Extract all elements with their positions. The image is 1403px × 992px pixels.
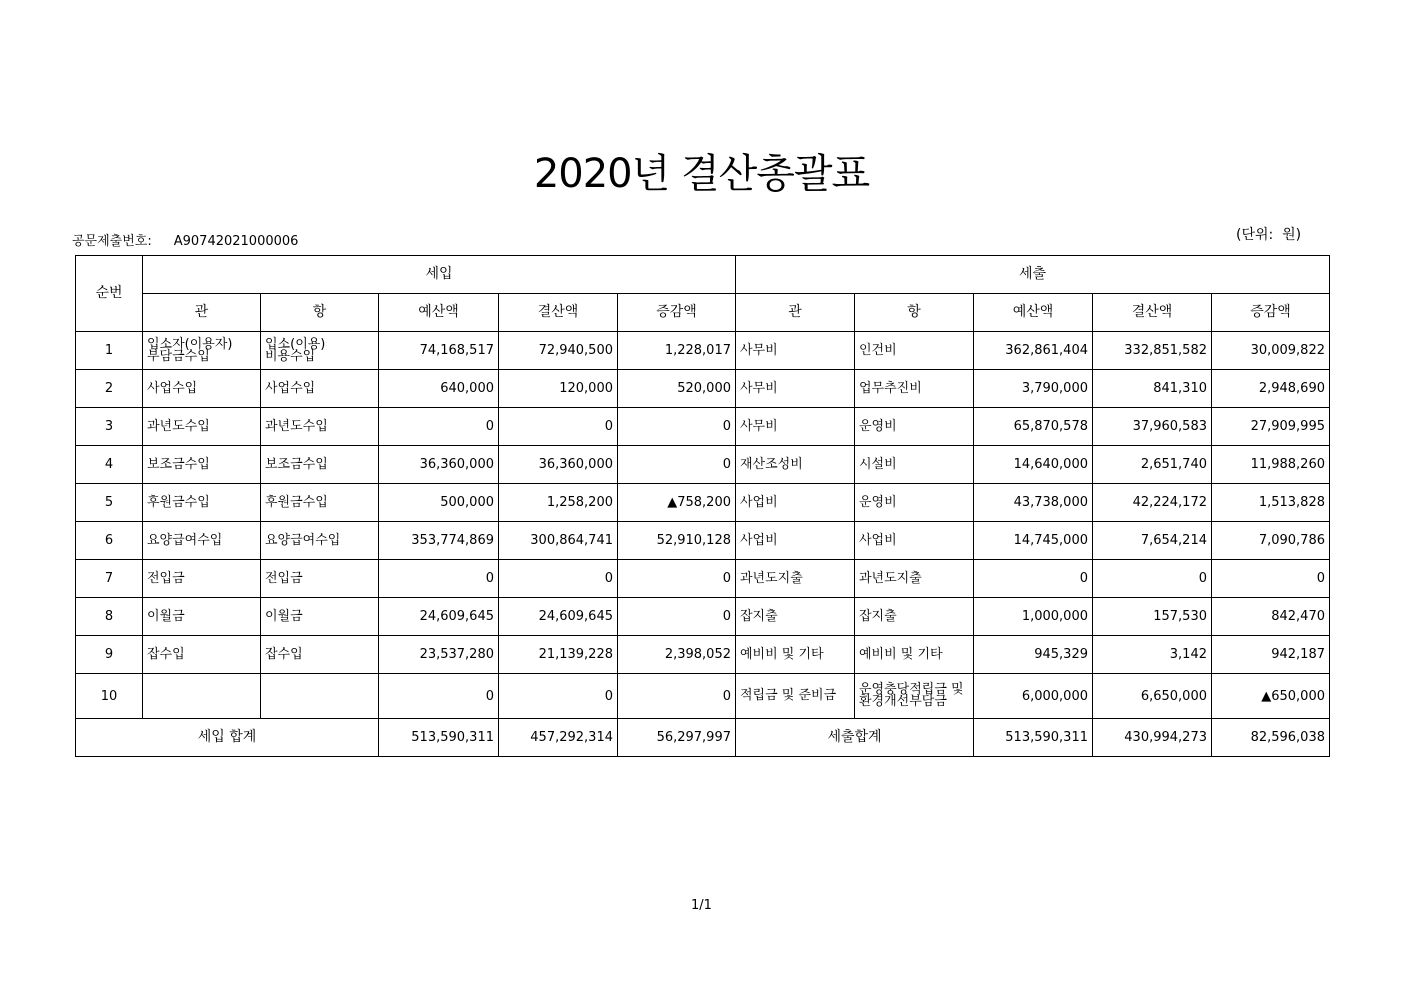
table-row	[76, 636, 1330, 674]
income-diff-cell: 0	[618, 446, 736, 484]
seq-cell: 4	[76, 446, 143, 484]
income-budget-cell: 0	[379, 560, 499, 598]
expense-budget-cell: 3,790,000	[974, 370, 1093, 408]
header-income: 세입	[143, 256, 736, 294]
expense-gwan-cell: 사업비	[736, 484, 855, 522]
expense-budget-cell: 1,000,000	[974, 598, 1093, 636]
seq-cell: 1	[76, 332, 143, 370]
income-settled-cell: 36,360,000	[499, 446, 618, 484]
income-budget-cell: 640,000	[379, 370, 499, 408]
income-gwan-cell: 잡수입	[143, 636, 261, 674]
header-expense-settled: 결산액	[1093, 294, 1212, 332]
income-diff-cell: 0	[618, 598, 736, 636]
income-diff-cell: 0	[618, 408, 736, 446]
expense-settled-cell: 7,654,214	[1093, 522, 1212, 560]
seq-cell: 10	[76, 674, 143, 719]
expense-hang-cell: 과년도지출	[855, 560, 974, 598]
page-number: 1/1	[691, 898, 712, 913]
expense-gwan-cell: 사무비	[736, 332, 855, 370]
income-diff-cell: 520,000	[618, 370, 736, 408]
header-income-budget: 예산액	[379, 294, 499, 332]
income-hang-cell: 이월금	[261, 598, 379, 636]
income-diff-cell: 0	[618, 560, 736, 598]
expense-hang-cell: 시설비	[855, 446, 974, 484]
income-settled-cell: 0	[499, 560, 618, 598]
expense-budget-cell: 0	[974, 560, 1093, 598]
expense-diff-cell: 27,909,995	[1212, 408, 1330, 446]
header-expense-diff: 증감액	[1212, 294, 1330, 332]
expense-diff-cell: 11,988,260	[1212, 446, 1330, 484]
income-total-budget: 513,590,311	[379, 719, 499, 757]
header-expense-hang: 항	[855, 294, 974, 332]
income-total-diff: 56,297,997	[618, 719, 736, 757]
expense-hang-cell: 운영비	[855, 408, 974, 446]
income-hang-cell: 과년도수입	[261, 408, 379, 446]
expense-hang-cell: 사업비	[855, 522, 974, 560]
table-row	[76, 408, 1330, 446]
income-diff-cell: 52,910,128	[618, 522, 736, 560]
expense-budget-cell: 362,861,404	[974, 332, 1093, 370]
table-row	[76, 484, 1330, 522]
seq-cell: 9	[76, 636, 143, 674]
expense-budget-cell: 945,329	[974, 636, 1093, 674]
income-gwan-cell: 사업수입	[143, 370, 261, 408]
totals-row	[76, 719, 1330, 757]
expense-settled-cell: 42,224,172	[1093, 484, 1212, 522]
seq-cell: 8	[76, 598, 143, 636]
table-row	[76, 560, 1330, 598]
expense-gwan-cell: 과년도지출	[736, 560, 855, 598]
seq-cell: 5	[76, 484, 143, 522]
expense-hang-cell: 인건비	[855, 332, 974, 370]
expense-hang-cell: 운영비	[855, 484, 974, 522]
header-income-gwan: 관	[143, 294, 261, 332]
expense-hang-cell: 운영충당적립금 및 환경개선부담금	[855, 674, 974, 719]
income-hang-cell	[261, 674, 379, 719]
income-settled-cell: 24,609,645	[499, 598, 618, 636]
income-budget-cell: 353,774,869	[379, 522, 499, 560]
income-diff-cell: ▲758,200	[618, 484, 736, 522]
income-budget-cell: 36,360,000	[379, 446, 499, 484]
expense-hang-cell: 예비비 및 기타	[855, 636, 974, 674]
header-seq: 순번	[76, 256, 143, 332]
expense-total-diff: 82,596,038	[1212, 719, 1330, 757]
expense-diff-cell: 1,513,828	[1212, 484, 1330, 522]
expense-diff-cell: 7,090,786	[1212, 522, 1330, 560]
expense-budget-cell: 14,745,000	[974, 522, 1093, 560]
expense-settled-cell: 2,651,740	[1093, 446, 1212, 484]
income-settled-cell: 0	[499, 408, 618, 446]
page-title: 2020년 결산총괄표	[533, 151, 870, 197]
table-row	[76, 598, 1330, 636]
income-budget-cell: 74,168,517	[379, 332, 499, 370]
expense-diff-cell: 30,009,822	[1212, 332, 1330, 370]
expense-diff-cell: 842,470	[1212, 598, 1330, 636]
seq-cell: 3	[76, 408, 143, 446]
expense-diff-cell: 2,948,690	[1212, 370, 1330, 408]
expense-settled-cell: 3,142	[1093, 636, 1212, 674]
income-gwan-cell: 보조금수입	[143, 446, 261, 484]
header-expense-budget: 예산액	[974, 294, 1093, 332]
expense-settled-cell: 841,310	[1093, 370, 1212, 408]
income-settled-cell: 300,864,741	[499, 522, 618, 560]
income-hang-cell: 전입금	[261, 560, 379, 598]
expense-budget-cell: 6,000,000	[974, 674, 1093, 719]
income-hang-cell: 잡수입	[261, 636, 379, 674]
doc-number-line	[72, 233, 298, 251]
expense-diff-cell: 942,187	[1212, 636, 1330, 674]
income-budget-cell: 23,537,280	[379, 636, 499, 674]
expense-settled-cell: 6,650,000	[1093, 674, 1212, 719]
table-row	[76, 674, 1330, 719]
income-settled-cell: 120,000	[499, 370, 618, 408]
income-gwan-cell: 입소자(이용자)부담금수입	[143, 332, 261, 370]
header-income-hang: 항	[261, 294, 379, 332]
unit-label: (단위: 원)	[1236, 227, 1302, 243]
income-settled-cell: 1,258,200	[499, 484, 618, 522]
income-hang-cell: 사업수입	[261, 370, 379, 408]
seq-cell: 6	[76, 522, 143, 560]
income-budget-cell: 500,000	[379, 484, 499, 522]
income-diff-cell: 2,398,052	[618, 636, 736, 674]
expense-diff-cell: ▲650,000	[1212, 674, 1330, 719]
income-gwan-cell: 요양급여수입	[143, 522, 261, 560]
expense-settled-cell: 0	[1093, 560, 1212, 598]
header-income-diff: 증감액	[618, 294, 736, 332]
expense-hang-cell: 업무추진비	[855, 370, 974, 408]
header-row-group	[76, 256, 1330, 294]
expense-total-budget: 513,590,311	[974, 719, 1093, 757]
income-hang-cell: 입소(이용)비용수입	[261, 332, 379, 370]
settlement-table	[75, 255, 1330, 757]
income-hang-cell: 보조금수입	[261, 446, 379, 484]
income-budget-cell: 24,609,645	[379, 598, 499, 636]
expense-total-label: 세출합계	[736, 719, 974, 757]
expense-gwan-cell: 예비비 및 기타	[736, 636, 855, 674]
income-settled-cell: 72,940,500	[499, 332, 618, 370]
header-income-settled: 결산액	[499, 294, 618, 332]
expense-gwan-cell: 사무비	[736, 408, 855, 446]
header-expense: 세출	[736, 256, 1330, 294]
table-row	[76, 522, 1330, 560]
income-gwan-cell: 전입금	[143, 560, 261, 598]
table-row	[76, 446, 1330, 484]
expense-gwan-cell: 적립금 및 준비금	[736, 674, 855, 719]
income-hang-cell: 요양급여수입	[261, 522, 379, 560]
doc-number-label: 공문제출번호:	[72, 234, 152, 249]
expense-hang-cell: 잡지출	[855, 598, 974, 636]
income-gwan-cell: 후원금수입	[143, 484, 261, 522]
income-hang-cell: 후원금수입	[261, 484, 379, 522]
expense-gwan-cell: 잡지출	[736, 598, 855, 636]
seq-cell: 7	[76, 560, 143, 598]
expense-gwan-cell: 재산조성비	[736, 446, 855, 484]
expense-settled-cell: 157,530	[1093, 598, 1212, 636]
income-diff-cell: 1,228,017	[618, 332, 736, 370]
income-settled-cell: 0	[499, 674, 618, 719]
income-budget-cell: 0	[379, 674, 499, 719]
expense-budget-cell: 43,738,000	[974, 484, 1093, 522]
doc-number-value: A90742021000006	[173, 234, 299, 249]
header-expense-gwan: 관	[736, 294, 855, 332]
expense-diff-cell: 0	[1212, 560, 1330, 598]
seq-cell: 2	[76, 370, 143, 408]
income-budget-cell: 0	[379, 408, 499, 446]
table-row	[76, 370, 1330, 408]
income-diff-cell: 0	[618, 674, 736, 719]
income-gwan-cell: 과년도수입	[143, 408, 261, 446]
income-gwan-cell	[143, 674, 261, 719]
expense-budget-cell: 65,870,578	[974, 408, 1093, 446]
expense-settled-cell: 37,960,583	[1093, 408, 1212, 446]
income-settled-cell: 21,139,228	[499, 636, 618, 674]
expense-gwan-cell: 사무비	[736, 370, 855, 408]
header-row-columns	[76, 294, 1330, 332]
table-row	[76, 332, 1330, 370]
expense-total-settled: 430,994,273	[1093, 719, 1212, 757]
expense-budget-cell: 14,640,000	[974, 446, 1093, 484]
income-total-label: 세입 합계	[76, 719, 379, 757]
income-gwan-cell: 이월금	[143, 598, 261, 636]
expense-settled-cell: 332,851,582	[1093, 332, 1212, 370]
expense-gwan-cell: 사업비	[736, 522, 855, 560]
income-total-settled: 457,292,314	[499, 719, 618, 757]
